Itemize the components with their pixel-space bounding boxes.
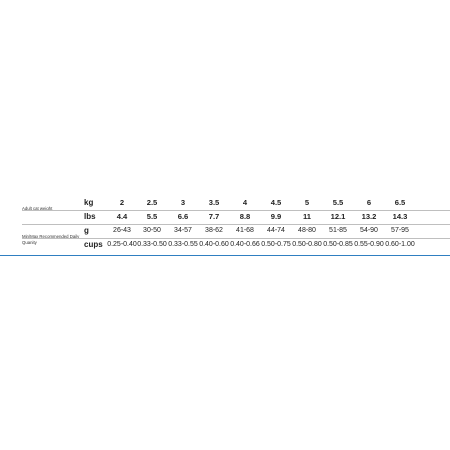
kg-value-cell: 3.5 <box>208 198 220 207</box>
unit-kg: kg <box>84 198 94 207</box>
kg-value-cell: 4.5 <box>270 198 282 207</box>
lbs-value-cell: 11 <box>302 212 312 221</box>
cups-value-cell: 0.55-0.90 <box>354 241 384 248</box>
g-value-cell: 48-80 <box>298 227 316 234</box>
kg-value-cell: 3 <box>180 198 186 207</box>
cups-value-cell: 0.25-0.40 <box>107 241 137 248</box>
g-value-cell: 34-57 <box>174 227 192 234</box>
min-max-quantity-label: Min/Max Recommended Daily Quanity <box>22 234 80 245</box>
kg-value-cell: 5 <box>304 198 310 207</box>
lbs-value-cell: 6.6 <box>177 212 189 221</box>
g-row <box>0 224 450 238</box>
cups-value-cell: 0.50-0.75 <box>261 241 291 248</box>
g-value-cell: 54-90 <box>360 227 378 234</box>
cups-value-cell: 0.60-1.00 <box>385 241 415 248</box>
lbs-value-cell: 12.1 <box>330 212 346 221</box>
lbs-value-cell: 5.5 <box>146 212 158 221</box>
cups-value-cell: 0.40-0.66 <box>230 241 260 248</box>
g-value-cell: 38-62 <box>205 227 223 234</box>
kg-value-cell: 5.5 <box>332 198 344 207</box>
unit-cups: cups <box>84 240 103 249</box>
g-value-cell: 51-85 <box>329 227 347 234</box>
cups-value-cell: 0.33-0.50 <box>137 241 167 248</box>
kg-value-cell: 4 <box>242 198 248 207</box>
lbs-value-cell: 8.8 <box>239 212 251 221</box>
lbs-value-cell: 7.7 <box>208 212 220 221</box>
cups-value-cell: 0.50-0.85 <box>323 241 353 248</box>
unit-g: g <box>84 226 89 235</box>
kg-value-cell: 6.5 <box>394 198 406 207</box>
kg-value-cell: 2.5 <box>146 198 158 207</box>
lbs-value-cell: 4.4 <box>116 212 128 221</box>
cups-value-cell: 0.40-0.60 <box>199 241 229 248</box>
g-value-cell: 41-68 <box>236 227 254 234</box>
table-bottom-rule <box>0 255 450 256</box>
cups-value-cell: 0.33-0.55 <box>168 241 198 248</box>
cups-value-cell: 0.50-0.80 <box>292 241 322 248</box>
lbs-value-cell: 9.9 <box>270 212 282 221</box>
kg-value-cell: 6 <box>366 198 372 207</box>
kg-value-cell: 2 <box>119 198 125 207</box>
g-value-cell: 30-50 <box>143 227 161 234</box>
g-value-cell: 44-74 <box>267 227 285 234</box>
g-value-cell: 26-43 <box>113 227 131 234</box>
kg-row <box>0 196 450 210</box>
lbs-value-cell: 13.2 <box>361 212 377 221</box>
lbs-row <box>0 210 450 224</box>
adult-cat-weight-label: Adult cat weight <box>22 206 53 211</box>
lbs-value-cell: 14.3 <box>392 212 408 221</box>
cups-row <box>0 238 450 252</box>
g-value-cell: 57-95 <box>391 227 409 234</box>
unit-lbs: lbs <box>84 212 96 221</box>
